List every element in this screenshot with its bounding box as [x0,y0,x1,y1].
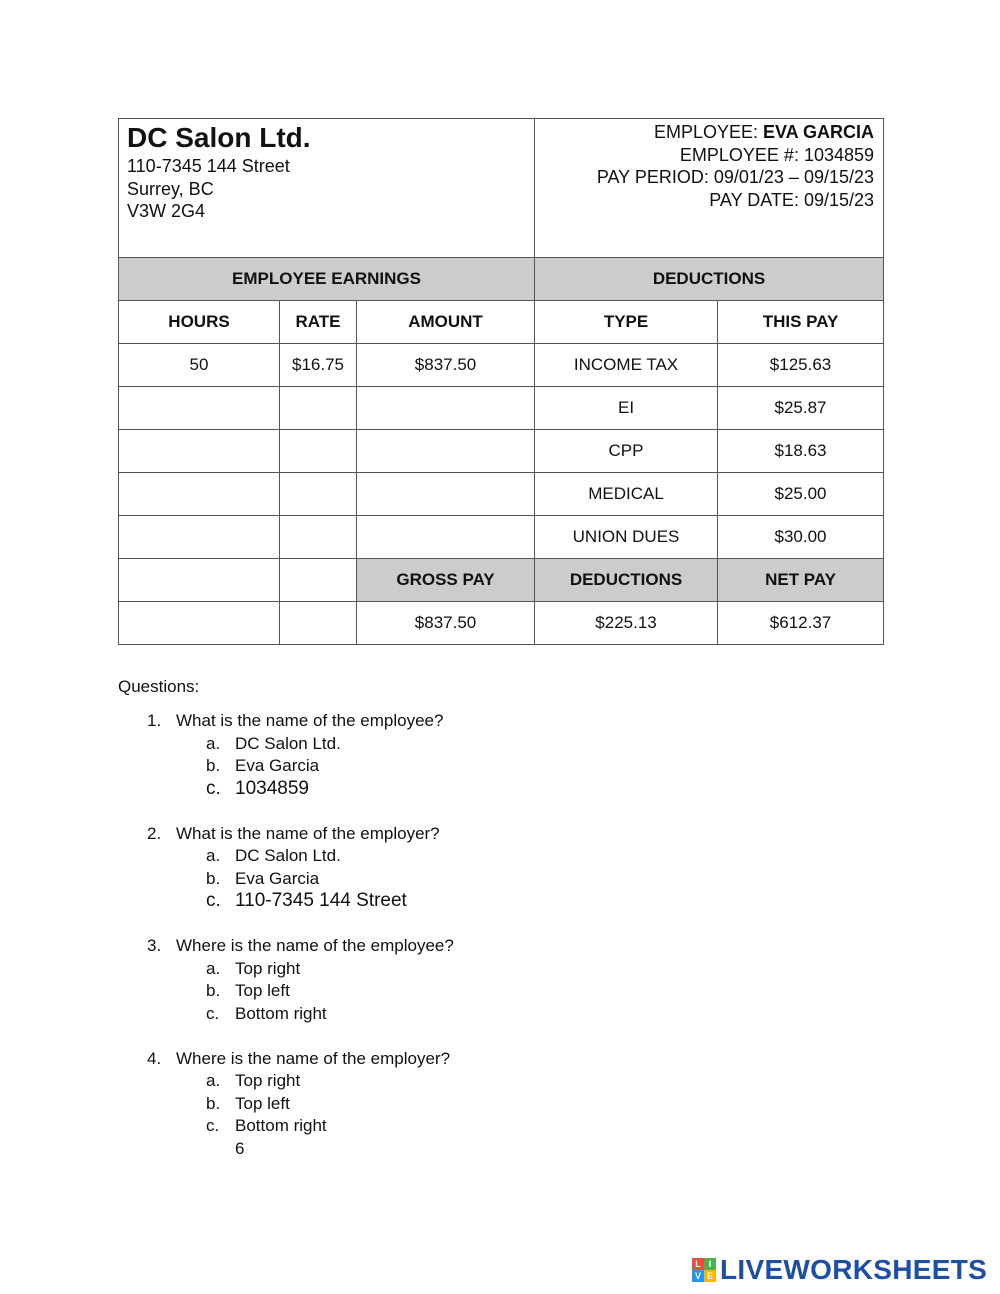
table-row [119,516,884,559]
answer-option[interactable] [118,890,454,913]
liveworksheets-logo [692,1254,987,1286]
question-number: 2. [147,823,162,843]
empty-cell [280,516,357,559]
logo-tile: L [692,1258,704,1270]
employee-number: EMPLOYEE #: 1034859 [679,144,875,165]
company-name: DC Salon Ltd. [127,122,311,153]
logo-tile: E [704,1270,716,1282]
deduction-type: INCOME TAX [535,344,718,387]
table-row [119,387,884,430]
empty-cell [357,516,535,559]
company-address-line2: Surrey, BC [127,178,214,199]
option-text: Eva Garcia [235,756,320,775]
amount-header: AMOUNT [357,301,535,344]
option-letter: b. [206,868,221,888]
table-row [119,473,884,516]
option-text: Top left [235,981,290,1000]
pay-period: PAY PERIOD: 09/01/23 – 09/15/23 [596,167,875,187]
option-text: Bottom right [235,1116,327,1135]
employee-name: EVA GARCIA [763,122,875,142]
option-letter: c. [206,1116,220,1135]
logo-tile: I [704,1258,716,1270]
total-deductions-value: $225.13 [535,602,718,645]
deduction-type: EI [535,387,718,430]
rate-header: RATE [280,301,357,344]
option-letter: a. [206,1071,221,1090]
answer-option[interactable] [118,958,454,981]
pay-stub-table [118,118,884,645]
answer-option[interactable] [118,733,454,756]
answer-option[interactable] [118,755,454,778]
option-letter: a. [206,733,221,753]
net-pay-value: $612.37 [718,602,884,645]
option-text: Top right [235,1071,301,1090]
table-row [119,430,884,473]
question [118,710,454,800]
option-letter: b. [206,1093,221,1113]
gross-pay-value: $837.50 [357,602,535,645]
empty-cell [119,516,280,559]
option-letter: b. [206,981,221,1000]
option-letter: c. [206,890,221,911]
deduction-amount: $25.87 [718,387,884,430]
answer-option[interactable] [118,1070,454,1093]
question-text: Where is the name of the employee? [176,936,454,955]
option-letter: a. [206,958,221,978]
amount-value: $837.50 [357,344,535,387]
empty-cell [280,559,357,602]
empty-cell [280,473,357,516]
empty-cell [280,387,357,430]
company-postal-code: V3W 2G4 [127,201,206,221]
answer-option[interactable] [118,845,454,868]
empty-cell [357,473,535,516]
total-deductions-header: DEDUCTIONS [535,559,718,602]
this-pay-header: THIS PAY [718,301,884,344]
question [118,1048,454,1138]
deduction-type: CPP [535,430,718,473]
deduction-amount: $30.00 [718,516,884,559]
page-number: 6 [235,1138,245,1158]
empty-cell [119,473,280,516]
deduction-amount: $125.63 [718,344,884,387]
answer-option[interactable] [118,1115,454,1138]
question-text: What is the name of the employee? [176,711,444,730]
option-text: DC Salon Ltd. [235,733,341,753]
question-text: What is the name of the employer? [176,823,440,843]
option-letter: b. [206,756,221,775]
deduction-amount: $18.63 [718,430,884,473]
questions-heading: Questions: [118,677,200,696]
empty-cell [119,559,280,602]
empty-cell [280,430,357,473]
brand-text: LIVEWORKSHEETS [720,1254,988,1285]
question-number: 3. [147,936,162,955]
totals-row [119,602,884,645]
empty-cell [357,387,535,430]
net-pay-header: NET PAY [718,559,884,602]
deductions-section-header: DEDUCTIONS [535,258,884,301]
empty-cell [119,602,280,645]
question-number: 1. [147,711,162,730]
table-row [119,344,884,387]
option-letter: c. [206,1003,220,1023]
option-letter: a. [206,846,221,865]
option-text: Top left [235,1093,290,1113]
option-text: 110-7345 144 Street [235,890,407,911]
option-text: Top right [235,958,301,978]
employee-label: EMPLOYEE: [653,122,763,142]
question [118,935,454,1025]
gross-pay-header: GROSS PAY [357,559,535,602]
answer-option[interactable] [118,980,454,1003]
company-cell [119,119,535,258]
answer-option[interactable] [118,778,454,801]
rate-value: $16.75 [280,344,357,387]
deduction-type: UNION DUES [535,516,718,559]
empty-cell [280,602,357,645]
type-header: TYPE [535,301,718,344]
company-address-line1: 110-7345 144 Street [127,156,290,176]
option-text: DC Salon Ltd. [235,846,341,865]
empty-cell [119,387,280,430]
employee-cell [535,119,884,258]
hours-header: HOURS [119,301,280,344]
deduction-amount: $25.00 [718,473,884,516]
column-header-row [119,301,884,344]
question-text: Where is the name of the employer? [176,1048,451,1068]
liveworksheets-icon [692,1258,716,1282]
answer-option[interactable] [118,1003,454,1026]
question-number: 4. [147,1048,162,1068]
employee-name-line [544,121,874,144]
logo-tile: V [692,1270,704,1282]
option-text: 1034859 [235,777,309,799]
pay-date: PAY DATE: 09/15/23 [709,189,875,210]
option-text: Bottom right [235,1003,327,1023]
hours-value: 50 [119,344,280,387]
empty-cell [119,430,280,473]
empty-cell [357,430,535,473]
deduction-type: MEDICAL [535,473,718,516]
question [118,823,454,913]
questions-section [118,677,454,1160]
option-letter: c. [206,777,221,799]
earnings-section-header: EMPLOYEE EARNINGS [119,258,535,301]
option-text: Eva Garcia [235,868,320,888]
totals-header-row [119,559,884,602]
answer-option[interactable] [118,868,454,891]
answer-option[interactable] [118,1093,454,1116]
